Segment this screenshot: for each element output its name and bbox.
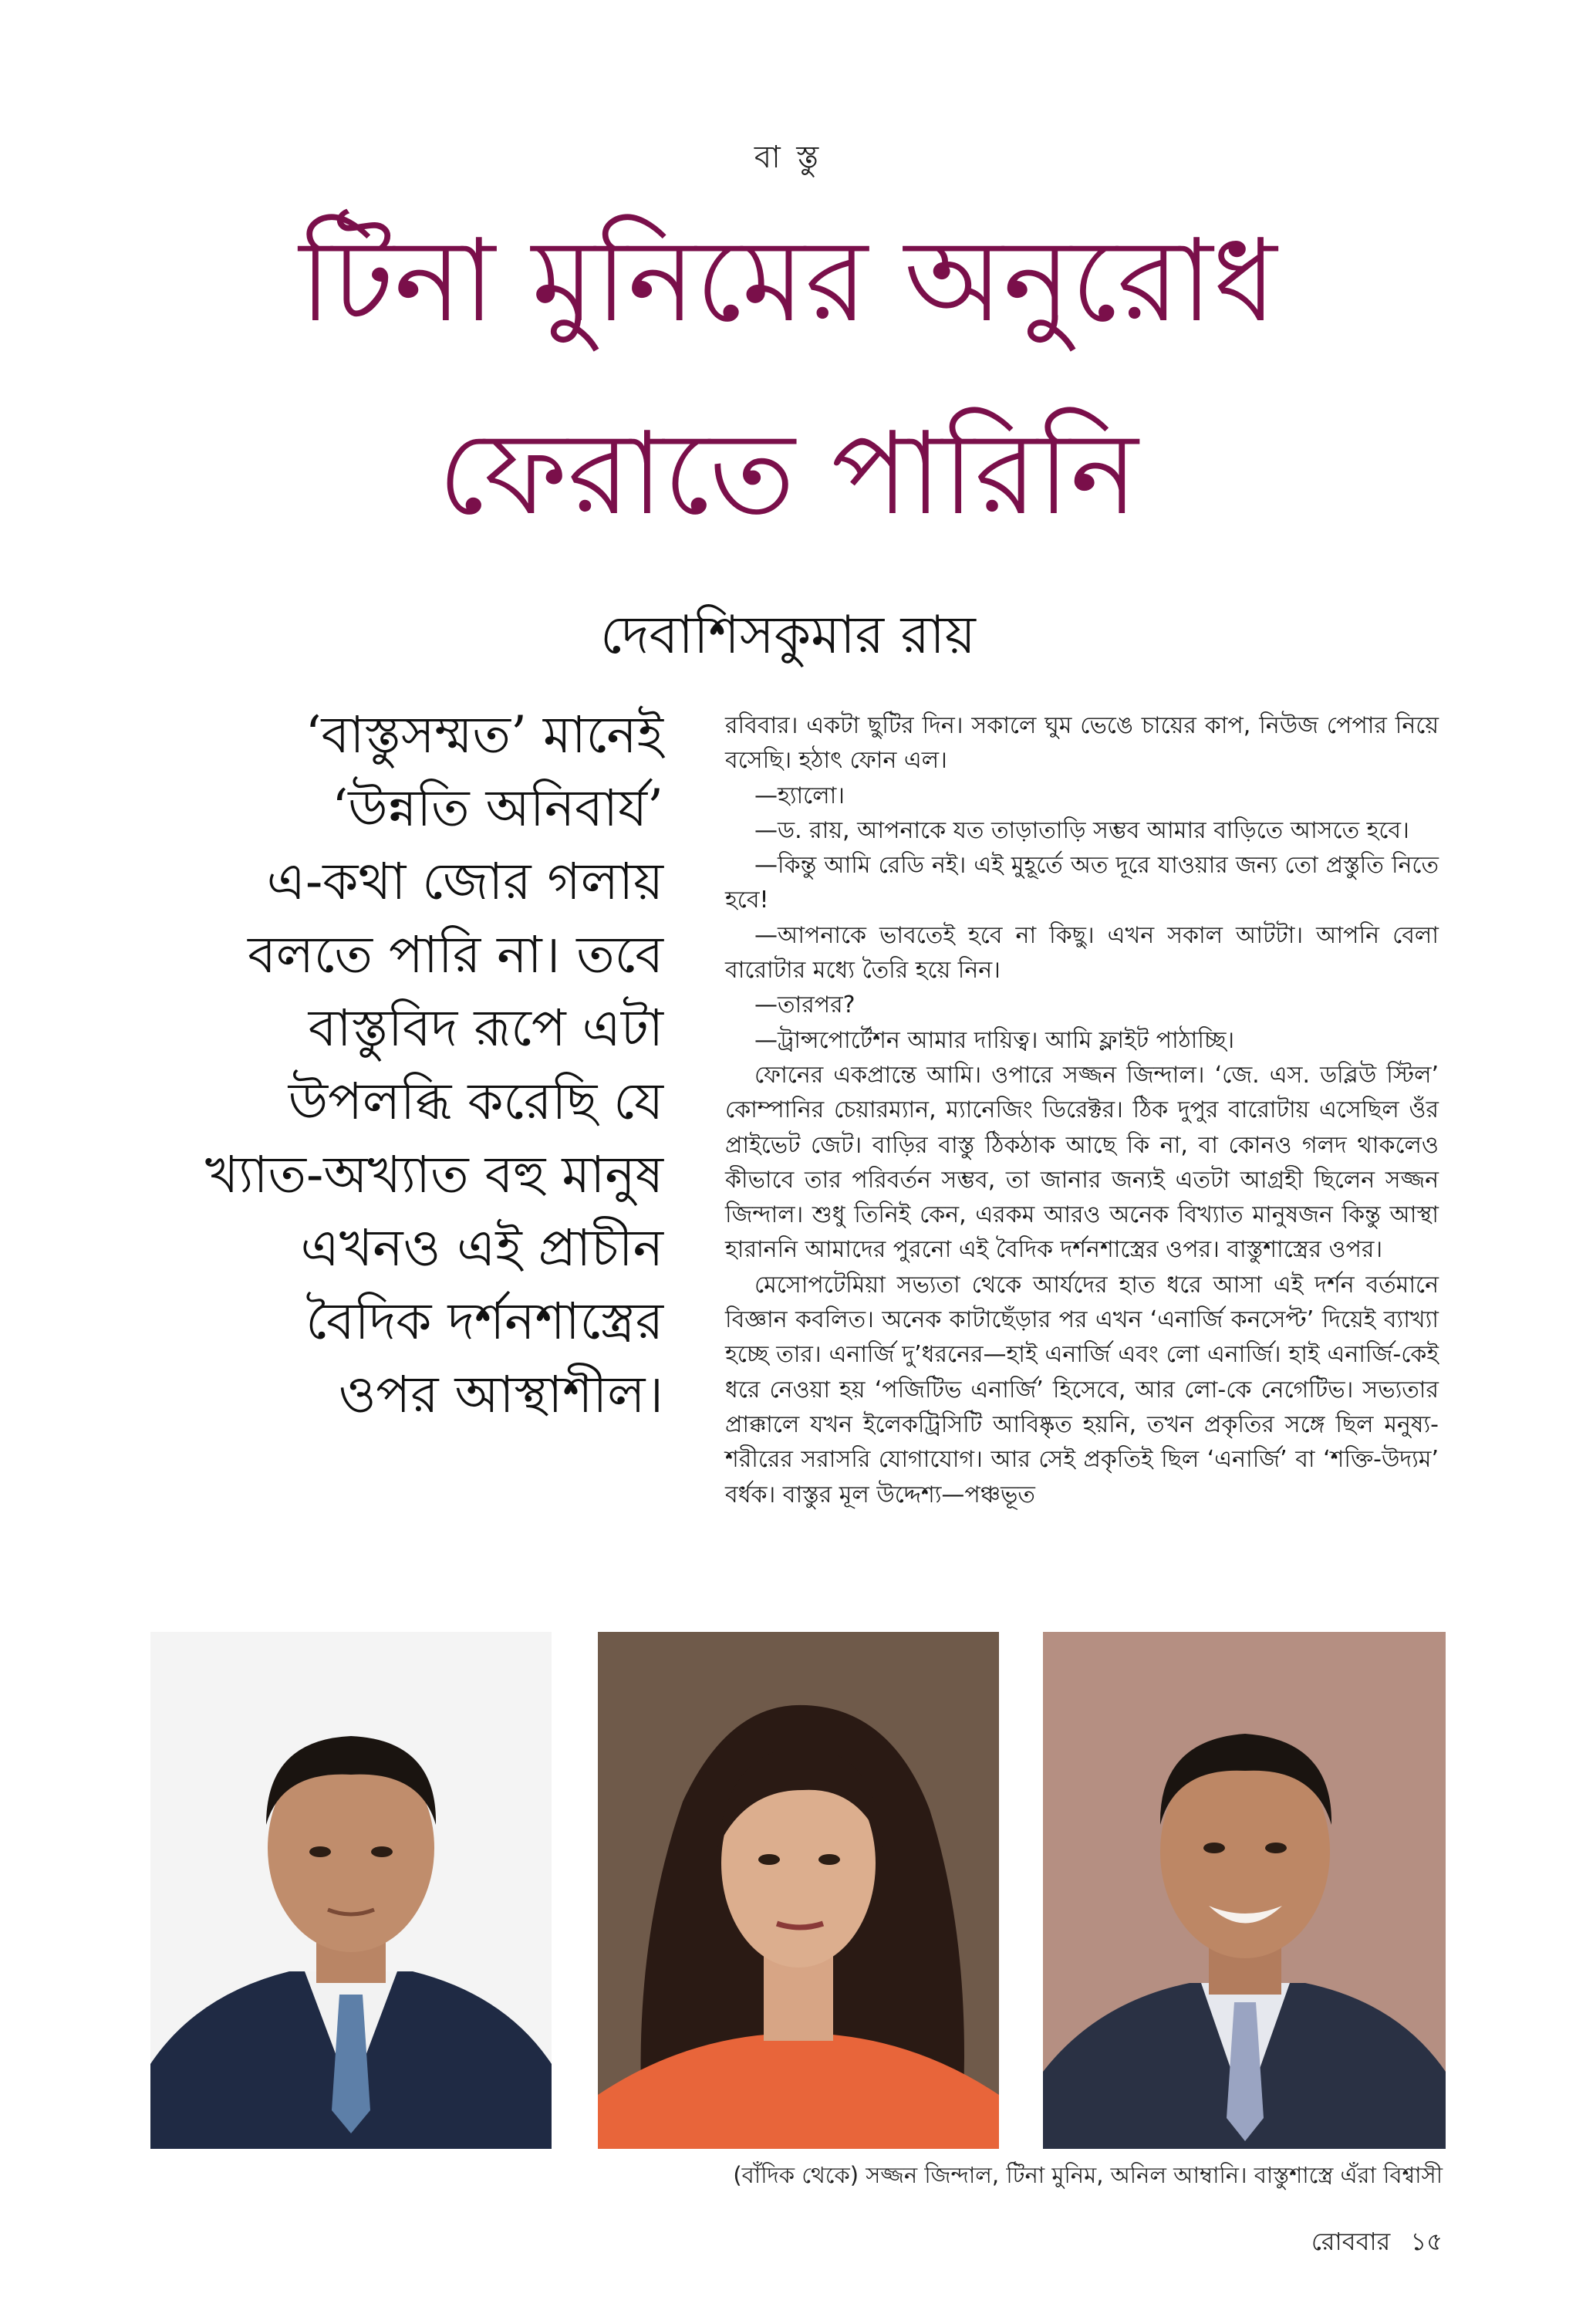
photo-tina-munim	[598, 1632, 999, 2149]
photo-caption: (বাঁদিক থেকে) সজ্জন জিন্দাল, টিনা মুনিম, অনিল আম্বানি। বাস্তুশাস্ত্রে এঁরা বিশ্বাসী	[733, 2162, 1443, 2188]
page-title-line-2: ফেরাতে পারিনি	[437, 407, 1139, 540]
author-byline: দেবাশিসকুমার রায়	[600, 605, 976, 666]
portrait-man-smiling-icon	[1043, 1632, 1446, 2149]
page-title-line-1: টিনা মুনিমের অনুরোধ	[299, 214, 1277, 347]
body-paragraph: —হ্যালো।	[754, 782, 845, 809]
portrait-man-suit-icon	[150, 1632, 552, 2149]
pull-quote-line: খ্যাত-অখ্যাত বহু মানুষ	[204, 1145, 663, 1204]
photo-anil-ambani	[1043, 1632, 1446, 2149]
pull-quote-line: ‘বাস্তুসম্মত’ মানেই	[305, 705, 663, 765]
body-paragraph: —তারপর?	[754, 991, 855, 1019]
page-footer	[1157, 2222, 1443, 2264]
pull-quote-line: বলতে পারি না। তবে	[248, 925, 663, 985]
pull-quote-line: বৈদিক দর্শনশাস্ত্রের	[305, 1292, 663, 1351]
magazine-name: রোববার	[1311, 2227, 1391, 2256]
portrait-woman-icon	[598, 1632, 999, 2149]
body-paragraph: —ট্রান্সপোর্টেশন আমার দায়িত্ব। আমি ফ্লাইট পাঠাচ্ছি।	[754, 1026, 1235, 1054]
body-paragraph: —কিন্তু আমি রেডি নই। এই মুহূর্তে অত দূরে যাওয়ার জন্য তো প্রস্তুতি নিতে হবে!	[725, 852, 1439, 914]
pull-quote-line: উপলব্ধি করেছি যে	[288, 1072, 663, 1131]
body-paragraph: মেসোপটেমিয়া সভ্যতা থেকে আর্যদের হাত ধরে আসা এই দর্শন বর্তমানে বিজ্ঞান কবলিত। অনেক কাটাছেঁড়ার পর এখন ‘এনার্জি কনসেপ্ট’ দিয়েই ব্যাখ্যা হচ্ছে তার। এনার্জি দু’ধরনের—হাই এনার্জি এবং লো এনার্জি। হাই এনার্জি-কেই ধরে নেওয়া হয় ‘পজিটিভ এনার্জি’ হিসেবে, আর লো-কে নেগেটিভ। সভ্যতার প্রাক্কালে যখন ইলেকট্রিসিটি আবিষ্কৃত হয়নি, তখন প্রকৃতির সঙ্গে ছিল মনুষ্য-শরীরের সরাসরি যোগাযোগ। আর সেই প্রকৃতিই ছিল ‘এনার্জি’ বা ‘শক্তি-উদ্যম’ বর্ধক। বাস্তুর মূল উদ্দেশ্য—পঞ্চভূত	[725, 1271, 1439, 1508]
body-paragraph: —আপনাকে ভাবতেই হবে না কিছু। এখন সকাল আটটা। আপনি বেলা বারোটার মধ্যে তৈরি হয়ে নিন।	[725, 921, 1439, 985]
body-paragraph: রবিবার। একটা ছুটির দিন। সকালে ঘুম ভেঙে চায়ের কাপ, নিউজ পেপার নিয়ে বসেছি। হঠাৎ ফোন এল।	[725, 712, 1439, 775]
pull-quote-line: ‘উন্নতি অনিবার্য’	[332, 779, 663, 838]
pull-quote-line: এ-কথা জোর গলায়	[266, 852, 663, 911]
article-body	[725, 708, 1439, 1512]
section-label: বা স্তু	[754, 140, 822, 175]
body-paragraph: —ড. রায়, আপনাকে যত তাড়াতাড়ি সম্ভব আমার বাড়িতে আসতে হবে।	[754, 816, 1409, 844]
photo-sajjan-jindal	[150, 1632, 552, 2149]
pull-quote	[139, 698, 663, 1431]
pull-quote-line: ওপর আস্থাশীল।	[338, 1365, 663, 1424]
pull-quote-line: বাস্তুবিদ রূপে এটা	[308, 998, 663, 1058]
page-number: ১৫	[1410, 2227, 1443, 2256]
body-paragraph: ফোনের একপ্রান্তে আমি। ওপারে সজ্জন জিন্দাল। ‘জে. এস. ডব্লিউ স্টিল’ কোম্পানির চেয়ারম্যান, ম্যানেজিং ডিরেক্টর। ঠিক দুপুর বারোটায় এসেছিল ওঁর প্রাইভেট জেট। বাড়ির বাস্তু ঠিকঠাক আছে কি না, বা কোনও গলদ থাকলেও কীভাবে তার পরিবর্তন সম্ভব, তা জানার জন্যই এতটা আগ্রহী ছিলেন সজ্জন জিন্দাল। শুধু তিনিই কেন, এরকম আরও অনেক বিখ্যাত মানুষজন কিন্তু আস্থা হারাননি আমাদের পুরনো এই বৈদিক দর্শনশাস্ত্রের ওপর। বাস্তুশাস্ত্রের ওপর।	[725, 1061, 1439, 1264]
pull-quote-line: এখনও এই প্রাচীন	[300, 1218, 663, 1278]
